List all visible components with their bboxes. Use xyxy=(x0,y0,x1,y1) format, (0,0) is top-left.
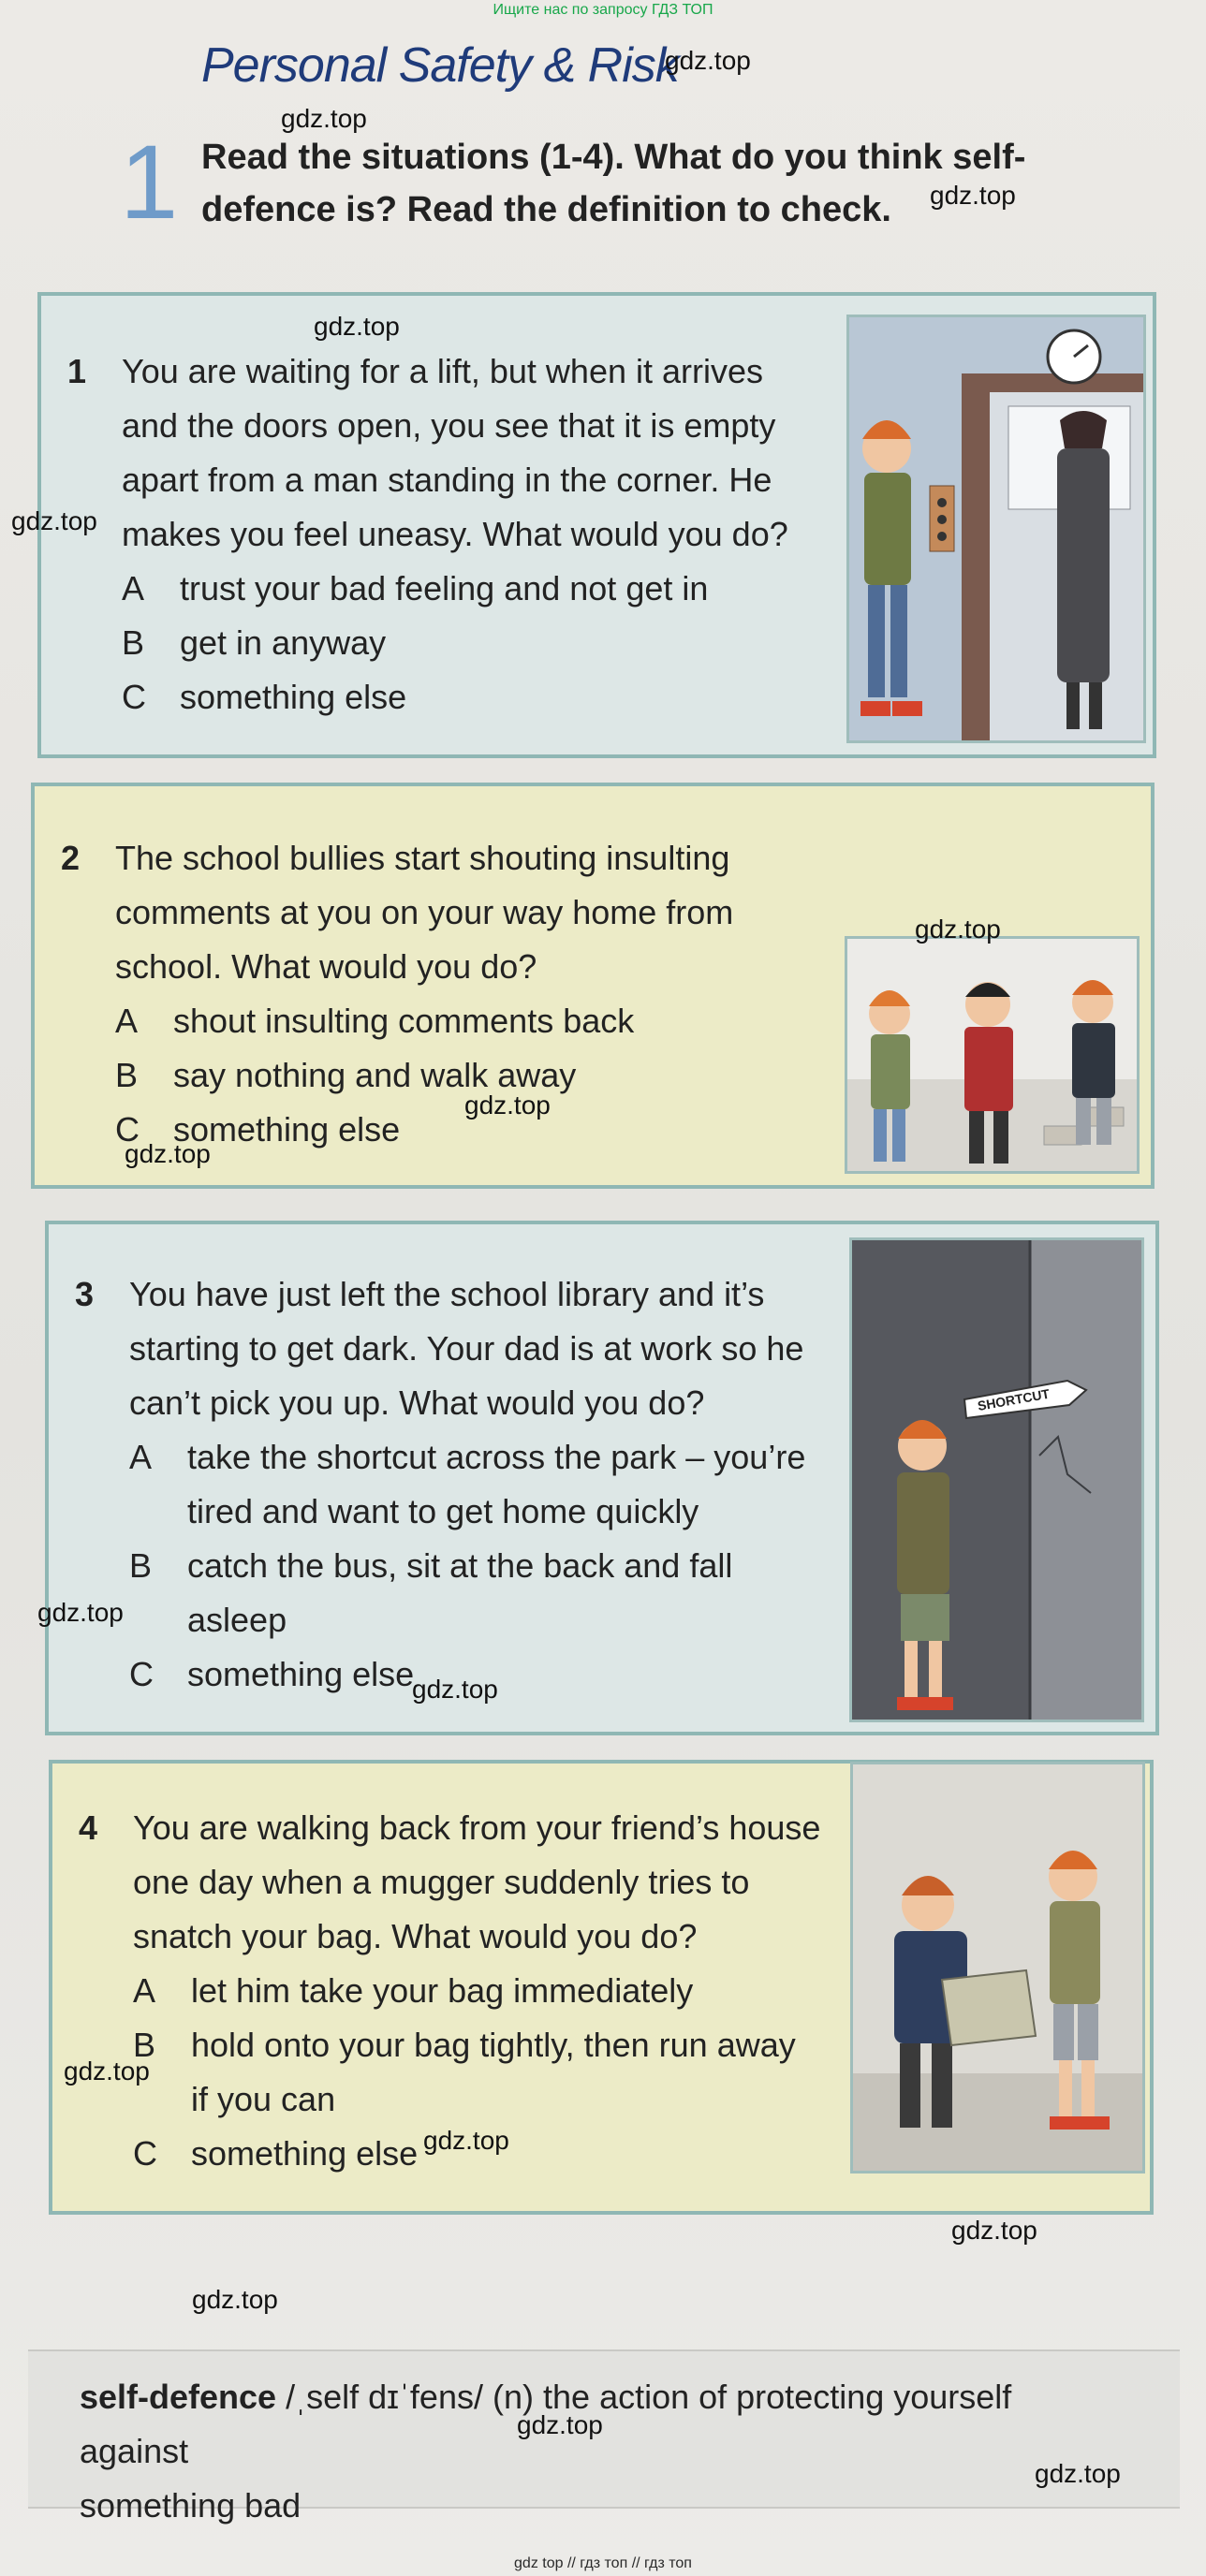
mugger-illustration xyxy=(850,1762,1145,2174)
situation-card-4 xyxy=(49,1760,1154,2215)
definition-line-1 xyxy=(80,2370,1128,2479)
question-line xyxy=(67,344,873,399)
situation-number: 3 xyxy=(75,1275,95,1313)
definition-text: the action of protecting yourself against xyxy=(80,2378,1012,2470)
question-text-line: snatch your bag. What would you do? xyxy=(133,1917,698,1955)
question-text-line: school. What would you do? xyxy=(115,947,537,986)
option-b-continued xyxy=(129,1593,890,1647)
question-text-line: You are waiting for a lift, but when it arrives xyxy=(122,352,764,390)
option-text: hold onto your bag tightly, then run away xyxy=(191,2026,796,2064)
option-b[interactable] xyxy=(122,616,873,670)
option-a[interactable] xyxy=(129,1430,890,1485)
option-text: something else xyxy=(191,2134,419,2173)
watermark: gdz.top xyxy=(11,506,97,535)
watermark: gdz.top xyxy=(517,2410,603,2439)
option-letter: B xyxy=(129,1546,153,1585)
option-letter: A xyxy=(129,1438,153,1476)
question-text-line: The school bullies start shouting insulting xyxy=(115,839,730,877)
situation-card-2 xyxy=(31,783,1155,1189)
option-b[interactable] xyxy=(133,2018,903,2072)
watermark: gdz.top xyxy=(951,2216,1037,2245)
option-letter: C xyxy=(129,1655,154,1693)
watermark: gdz.top xyxy=(464,1090,551,1120)
question-line xyxy=(75,1267,890,1322)
option-c[interactable] xyxy=(133,2127,903,2181)
lift-scene-svg xyxy=(849,317,1143,740)
option-text: let him take your bag immediately xyxy=(191,1971,694,2010)
question-text-line: and the doors open, you see that it is empty xyxy=(122,406,776,445)
mugger-scene-svg xyxy=(853,1764,1142,2171)
watermark: gdz.top xyxy=(281,104,367,133)
situation-number: 2 xyxy=(61,839,81,877)
watermark: gdz.top xyxy=(192,2285,278,2314)
definition-line-2: something bad xyxy=(80,2486,302,2525)
option-letter: B xyxy=(133,2026,156,2064)
exercise-instruction: Read the situations (1-4). What do you think self-defence is? Read the definition to check. xyxy=(201,138,1026,229)
option-b-continued xyxy=(133,2072,903,2127)
watermark: gdz.top xyxy=(64,2056,150,2086)
option-text: tired and want to get home quickly xyxy=(187,1492,699,1530)
option-a[interactable] xyxy=(133,1964,903,2018)
question-text-line: You are walking back from your friend’s house xyxy=(133,1808,821,1847)
lift-illustration xyxy=(846,315,1146,743)
question-line xyxy=(115,886,866,940)
situation-card-3 xyxy=(45,1221,1159,1735)
question-text-line: can’t pick you up. What would you do? xyxy=(129,1383,705,1422)
situation-number: 4 xyxy=(79,1808,98,1847)
watermark: gdz.top xyxy=(1035,2459,1121,2488)
bottom-note: gdz top // гдз топ // гдз топ xyxy=(514,2555,692,2571)
shortcut-scene-svg xyxy=(852,1240,1141,1720)
watermark: gdz.top xyxy=(423,2126,509,2155)
watermark: gdz.top xyxy=(915,915,1001,944)
bullies-illustration xyxy=(845,936,1140,1174)
option-letter: A xyxy=(115,1002,139,1040)
option-letter: A xyxy=(122,569,145,607)
option-c[interactable] xyxy=(122,670,873,724)
option-text: say nothing and walk away xyxy=(173,1056,577,1094)
option-a[interactable] xyxy=(122,562,873,616)
question-text-line: apart from a man standing in the corner. He xyxy=(122,461,772,499)
question-line xyxy=(115,940,866,994)
option-text: if you can xyxy=(191,2080,336,2118)
option-text: something else xyxy=(187,1655,415,1693)
option-letter: C xyxy=(115,1110,140,1149)
option-text: asleep xyxy=(187,1601,287,1639)
definition-pronunciation: /ˌself dɪˈfens/ xyxy=(286,2378,483,2416)
question-line xyxy=(79,1801,903,1855)
question-text-line: makes you feel uneasy. What would you do? xyxy=(122,515,788,553)
section-title: Personal Safety & Risk xyxy=(201,38,679,93)
option-b[interactable] xyxy=(129,1539,890,1593)
option-letter: A xyxy=(133,1971,156,2010)
question-text-line: You have just left the school library and it’s xyxy=(129,1275,765,1313)
watermark: gdz.top xyxy=(412,1675,498,1704)
option-a[interactable] xyxy=(115,994,866,1048)
option-text: something else xyxy=(173,1110,401,1149)
question-line xyxy=(129,1322,890,1376)
situation-number: 1 xyxy=(67,352,87,390)
question-text-line: starting to get dark. Your dad is at work so he xyxy=(129,1329,804,1368)
option-text: trust your bad feeling and not get in xyxy=(180,569,709,607)
definition-part-of-speech: (n) xyxy=(493,2378,534,2416)
option-letter: C xyxy=(133,2134,157,2173)
question-line xyxy=(61,831,866,886)
shortcut-illustration xyxy=(849,1237,1144,1722)
watermark: gdz.top xyxy=(125,1139,211,1168)
option-letter: B xyxy=(122,623,145,662)
option-letter: B xyxy=(115,1056,139,1094)
exercise-number: 1 xyxy=(120,124,179,241)
watermark: gdz.top xyxy=(314,312,400,341)
definition-box xyxy=(28,2349,1180,2525)
option-text: get in anyway xyxy=(180,623,387,662)
watermark: gdz.top xyxy=(37,1598,124,1627)
question-line xyxy=(122,453,873,507)
option-text: shout insulting comments back xyxy=(173,1002,635,1040)
definition-term: self-defence xyxy=(80,2378,277,2416)
situation-card-1 xyxy=(37,292,1156,758)
bullies-scene-svg xyxy=(847,939,1137,1171)
question-text-line: one day when a mugger suddenly tries to xyxy=(133,1863,750,1901)
question-line xyxy=(129,1376,890,1430)
question-text-line: comments at you on your way home from xyxy=(115,893,734,931)
option-text: catch the bus, sit at the back and fall xyxy=(187,1546,733,1585)
watermark: gdz.top xyxy=(665,46,751,75)
question-line xyxy=(122,399,873,453)
option-c[interactable] xyxy=(129,1647,890,1702)
option-letter: C xyxy=(122,678,146,716)
watermark: gdz.top xyxy=(930,181,1016,210)
question-line xyxy=(133,1855,903,1910)
question-line xyxy=(133,1910,903,1964)
option-a-continued xyxy=(129,1485,890,1539)
question-line xyxy=(122,507,873,562)
option-text: something else xyxy=(180,678,407,716)
shortcut-sign-text: SHORTCUT xyxy=(976,1385,1052,1413)
top-note: Ищите нас по запросу ГДЗ ТОП xyxy=(493,2,713,18)
option-text: take the shortcut across the park – you’re xyxy=(187,1438,806,1476)
